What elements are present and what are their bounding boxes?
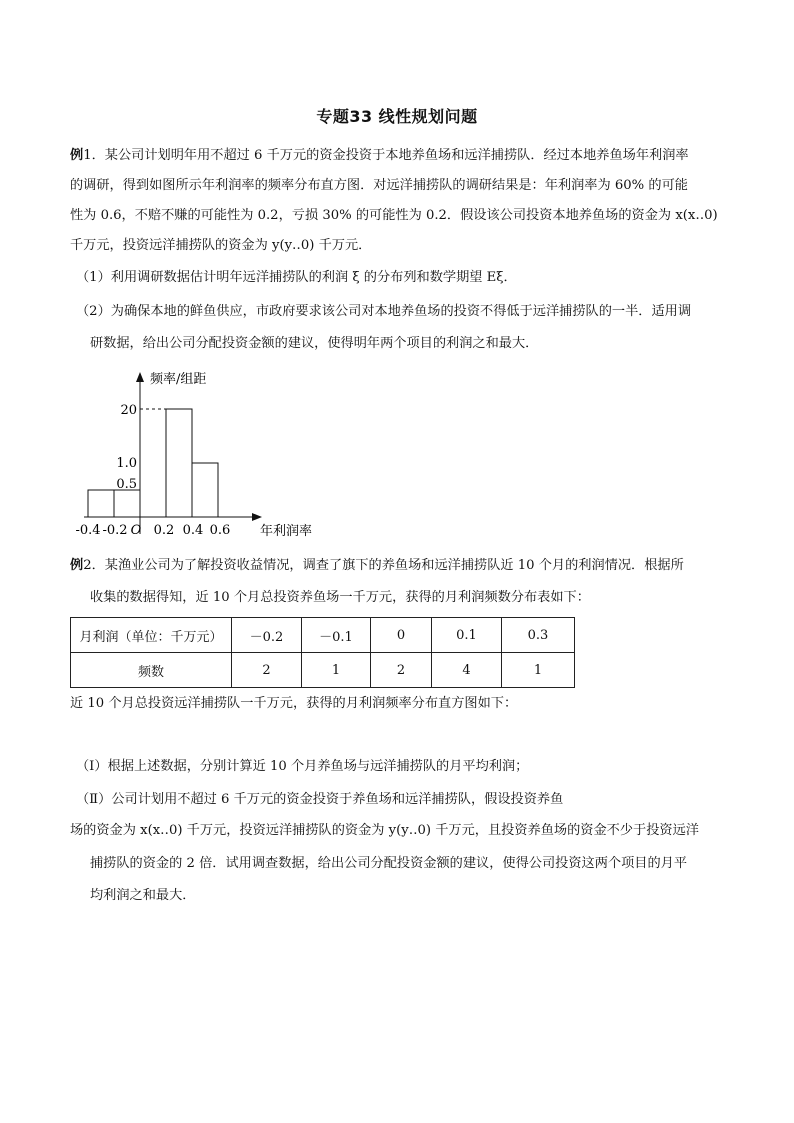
y-axis-label: 频率/组距: [150, 372, 207, 387]
table-cell: 0.3: [502, 618, 575, 653]
example2-question2-line3: 捕捞队的资金的 2 倍．试用调查数据，给出公司分配投资金额的建议，使得公司投资这两个项目的月平: [90, 856, 688, 871]
example2-line2: 收集的数据得知，近 10 个月总投资养鱼场一千万元，获得的月利润频数分布表如下：: [90, 590, 590, 605]
y-tick-0.5: 0.5: [116, 477, 137, 492]
x-tick-minus-0.2: -0.2: [102, 523, 128, 538]
example1-question1: （1）利用调研数据估计明年远洋捕捞队的利润 ξ 的分布列和数学期望 Eξ．: [76, 270, 517, 285]
table-header-cell: 频数: [71, 653, 232, 688]
page-title: 专题33 线性规划问题: [316, 107, 478, 126]
x-tick-0.6: 0.6: [209, 523, 231, 538]
table-row: [71, 618, 575, 653]
table-row: [71, 653, 575, 688]
table-cell: 2: [232, 653, 302, 688]
y-tick-1: 1.0: [116, 456, 137, 471]
table-cell: 1: [302, 653, 371, 688]
x-tick-0.2: 0.2: [153, 523, 175, 538]
example2-question2-line4: 均利润之和最大．: [90, 888, 196, 903]
x-tick-0.4: 0.4: [182, 523, 204, 538]
example2-question1: （Ⅰ）根据上述数据，分别计算近 10 个月养鱼场与远洋捕捞队的月平均利润；: [76, 759, 529, 774]
histogram-bar: [166, 409, 192, 517]
x-axis-label: 年利润率: [260, 524, 313, 539]
table-cell: 0: [371, 618, 432, 653]
histogram-bar: [192, 463, 218, 517]
frequency-histogram: [60, 362, 360, 547]
example1-question2-line2: 研数据，给出公司分配投资金额的建议，使得明年两个项目的利润之和最大．: [90, 336, 539, 351]
x-tick-origin: O: [130, 523, 142, 538]
example2-question2-line2: 场的资金为 x(x‥0) 千万元，投资远洋捕捞队的资金为 y(y‥0) 千万元，且投资养鱼场的资金不少于投资远洋: [70, 823, 699, 838]
histogram-bar: [88, 490, 114, 517]
x-tick-minus-0.4: -0.4: [75, 523, 101, 538]
table-cell: －0.2: [232, 618, 302, 653]
example1-line2: 的调研，得到如图所示年利润率的频率分布直方图．对远洋捕捞队的调研结果是：年利润率为 60% 的可能: [70, 178, 688, 193]
profit-frequency-table: [70, 617, 575, 688]
histogram-marks: [88, 409, 218, 517]
example1-line1: 例1．某公司计划明年用不超过 6 千万元的资金投资于本地养鱼场和远洋捕捞队．经过本地养鱼场年利润率: [70, 148, 689, 163]
example2-question2-line1: （Ⅱ）公司计划用不超过 6 千万元的资金投资于养鱼场和远洋捕捞队，假设投资养鱼: [76, 792, 564, 807]
example2-line1: 例2．某渔业公司为了解投资收益情况，调查了旗下的养鱼场和远洋捕捞队近 10 个月的利润情况．根据所: [70, 558, 684, 573]
histogram-bar: [114, 490, 140, 517]
table-cell: －0.1: [302, 618, 371, 653]
table-cell: 1: [502, 653, 575, 688]
x-axis-arrow: [252, 513, 262, 521]
example1-line3: 性为 0.6，不赔不赚的可能性为 0.2，亏损 30% 的可能性为 0.2．假设该公司投资本地养鱼场的资金为 x(x‥0): [70, 208, 718, 223]
example1-label: 例: [70, 148, 84, 163]
y-axis-arrow: [136, 372, 144, 382]
example2-after-table: 近 10 个月总投资远洋捕捞队一千万元，获得的月利润频率分布直方图如下：: [70, 696, 518, 711]
table-cell: 4: [432, 653, 502, 688]
example1-question2-line1: （2）为确保本地的鲜鱼供应，市政府要求该公司对本地养鱼场的投资不得低于远洋捕捞队的一半．适用调: [76, 304, 692, 319]
table-cell: 2: [371, 653, 432, 688]
table-cell: 0.1: [432, 618, 502, 653]
table-header-cell: 月利润（单位：千万元）: [71, 618, 232, 653]
example1-line4: 千万元，投资远洋捕捞队的资金为 y(y‥0) 千万元．: [70, 238, 372, 253]
example2-label: 例: [70, 558, 84, 573]
y-tick-20: 20: [120, 403, 137, 418]
